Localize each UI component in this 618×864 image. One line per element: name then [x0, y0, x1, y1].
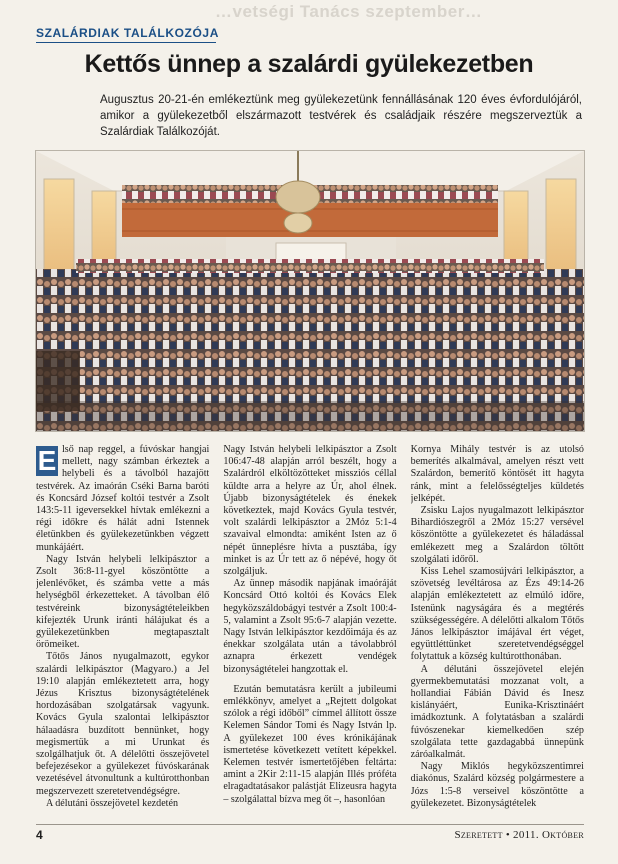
- paragraph: Ezután bemutatásra került a jubileumi emlékkönyv, amelyet a „Rejtett dolgokat szólok a régi időből” címmel állított össze Kelemen Sándor Tomi és Nagy István lp. A gyülekezet 100 éves krónikájának ismertetése következett vetített képekkel. Kelemen testvér ismertetőjében feltárta: amint a 2Kir 2:11-15 alapján Illés próféta elragadtatásakor palástját Elizeusra hagyta – szolgálattal bízva meg őt –, hasonlóan: [223, 683, 397, 805]
- article-lead: Augusztus 20-21-én emlékeztünk meg gyülekezetünk fennállásának 120 éves évfordulójáról, amikor a gyülekezetből elszármazott testvérek és családjaik részére megszerveztük a Szalárdiak Találkozóját.: [100, 94, 582, 138]
- church-interior-illustration: [36, 151, 584, 431]
- paragraph: Nagy István helybeli lelkipásztor a Zsolt 36:8-11-gyel köszöntötte a jelenlévőket, és számba vette a más helységből érkezetteket. A távolban élő testvéreink bizonyságtételeikben kifejezték Urunk iránti hálájukat és a gyülekezetünkben megtapasztalt örömeiket.: [36, 553, 210, 651]
- paragraph: Nagy Miklós hegyközszentimrei diakónus, Szalárd község polgármestere a Józs 1:5-8 verseivel köszöntötte a gyülekezetet. Bizonyságtételek: [410, 761, 584, 809]
- drop-cap: E: [37, 445, 57, 476]
- paragraph: A délutáni összejövetel kezdetén: [46, 797, 179, 809]
- article-body: [36, 444, 584, 824]
- paragraph: Kornya Mihály testvér is az utolsó bemerítés alkalmával, amelyen részt vett Szalárdon, bemerítő köntösét itt hagyta ránk, mint a felelősségteljes küldetés jelképét.: [410, 444, 584, 504]
- page-number: 4: [36, 828, 43, 842]
- paragraph: [36, 444, 209, 554]
- bleed-through-text: …vetségi Tanács szeptember…: [215, 2, 483, 21]
- paragraph: A délutáni összejövetel elején gyermekbemutatási mozzanat volt, a hollandiai Fábián Dávid és Inesz kislányáért, Eunika-Krisztináért imádkoztunk. A folytatásban a szalárdi fúvószenekar kiemelkedően szép szolgálata tette gazdagabbá ünnepünk záróalkalmát.: [410, 663, 584, 761]
- footer-rule: [36, 824, 584, 825]
- section-kicker: SZALÁRDIAK TALÁLKOZÓJA: [36, 26, 219, 40]
- congregation-photo: [35, 150, 585, 432]
- paragraph: Tőtős János nyugalmazott, egykor szalárdi lelkipásztor (Magyaro.) a Jel 19:10 alapján emlékeztetett arra, hogy Jézus Krisztus bizonyságtételének hordozásában szolgatársak vagyunk. Kovács Gyula szalontai lelkipásztor hálaadásra buzdított bennünket, hogy megismertük a mi Urunkat és szolgálhatjuk őt. A délelőtti összejövetel befejezésekor a gyülekezet fúvóskarának vezetésével átvonultunk a kultúrotthonban megszervezett szeretetvendégségre.: [36, 651, 210, 797]
- article-column-3: [411, 444, 584, 824]
- paragraph: Kiss Lehel szamosújvári lelkipásztor, a szövetség levéltárosa az Ézs 49:14-26 alapján emlékeztetett az elmúló időre, Istenünk nagyságára és a megtérés szükségességére. A délelőtti alkalom Tőtős János lelkipásztor imájával ért véget, együttléttünket szeretetvendégséggel folytattuk a község kultúrotthonában.: [410, 566, 584, 663]
- paragraph: Az ünnep második napjának imaóráját Koncsárd Ottó koltói és Kovács Elek hegyközszáldobágyi testvér a Zsolt 100:4-5, valamint a Zsolt 95:6-7 alapján vezette. Nagy István lelkipásztor kezdőimája és az énekkar szolgálata után a távolabbról aznapra érkezett vendégek bizonyságtételei hangzottak el.: [223, 578, 397, 675]
- paragraph: Nagy István helybeli lelkipásztor a Zsolt 106:47-48 alapján arról beszélt, hogy a Szalárdról elköltözötteket missziós céllal küldte arra a helyre az Úr, ahol élnek. Újabb bizonyságtételek és énekek következtek, majd Kovács Gyula testvér, volt szalárdi lelkipásztor a 2Móz 5:1-4 szavaival elmondta: amiként Isten az ő népét ünneplésre hívta a pusztába, így minket is az Úr tett az ő népévé, hogy őt szolgáljuk.: [223, 444, 397, 578]
- article-column-2: [223, 444, 396, 824]
- article-column-1: [36, 444, 209, 824]
- paragraph-text: lső nap reggel, a fúvóskar hangjai mellett, nagy számban érkeztek a helybeli és a távolból hazajött testvérek. Az imaórán Cséki Barna baróti és Koncsárd József koltói testvér a Zsolt 143:5-11 igeversekkel hívtak emlékezni a régi időkre és hálát adni Istennek életünkben és gyülekezetünkben végzett munkájáért.: [36, 444, 210, 553]
- paragraph: Zsisku Lajos nyugalmazott lelkipásztor Bihardiószegről a 2Móz 15:27 versével köszöntötte a gyülekezetet és háladással emlékezett meg a Szalárdon töltött szolgálati időről.: [410, 505, 584, 565]
- magazine-footer: Szeretett • 2011. Október: [454, 829, 584, 841]
- kicker-underline: [36, 42, 216, 43]
- article-headline: Kettős ünnep a szalárdi gyülekezetben: [84, 50, 534, 78]
